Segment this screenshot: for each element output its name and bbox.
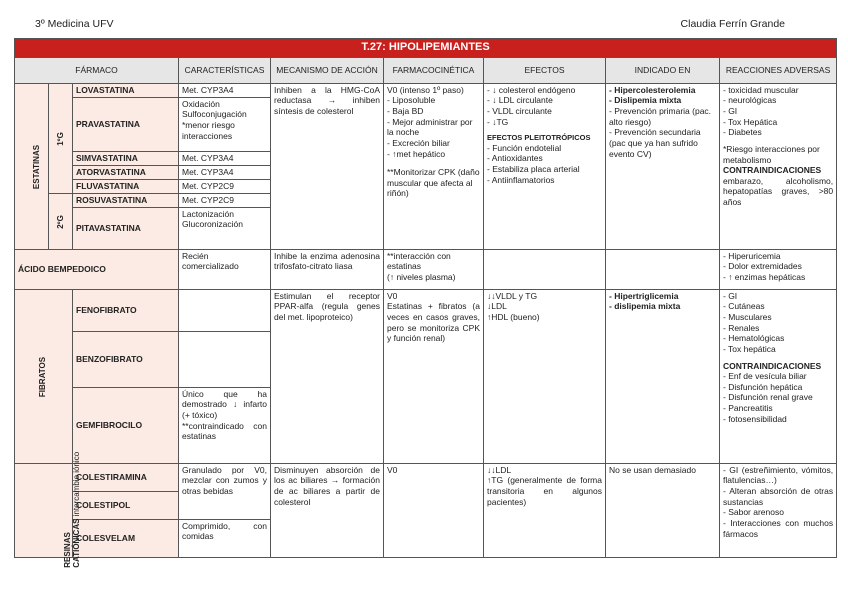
drug-colestipol: COLESTIPOL [73,491,179,519]
caract-simvastatina: Met. CYP3A4 [179,151,271,165]
caract-benzofibrato [179,331,271,387]
drug-gemfibrocilo: GEMFIBROCILO [73,387,179,463]
caract-acido: Recién comercializado [179,249,271,289]
col-farmaco: FÁRMACO [15,57,179,83]
header-left: 3º Medicina UFV [35,18,114,30]
reacciones-fibratos: - GI - Cutáneas - Musculares - Renales - Hematológicas - Tox hepática CONTRAINDICACIONES - Enf de vesícula biliar - Disfunción hepática - Disfunción renal grave - Pancreatitis - fotosensibilidad [720,289,837,463]
caract-fenofibrato [179,289,271,331]
efectos-acido [484,249,606,289]
efectos-resinas: ↓↓LDL ↑TG (generalmente de forma transitoria en algunos pacientes) [484,463,606,557]
indicado-resinas: No se usan demasiado [606,463,720,557]
mecanismo-acido: Inhibe la enzima adenosina trifosfato-citrato liasa [271,249,384,289]
caract-colestiramina: Granulado por V0, mezclar con zumos y otras bebidas [179,463,271,519]
mecanismo-estatinas: Inhiben a la HMG-CoA reductasa → inhiben síntesis de colesterol [271,83,384,249]
farmaco-fibratos: V0 Estatinas + fibratos (a veces en casos graves, pero se monitoriza CPK y función renal) [384,289,484,463]
mecanismo-fibratos: Estimulan el receptor PPAR-alfa (regula genes del met. lipoproteico) [271,289,384,463]
gen-2: 2ºG [49,193,73,249]
farmaco-resinas: V0 [384,463,484,557]
reacciones-estatinas: - toxicidad muscular - neurológicas - GI - Tox Hepática - Diabetes *Riesgo interacciones por metabolismo CONTRAINDICACIONES embarazo, alcoholismo, hepatopatías graves, >80 años [720,83,837,249]
efectos-estatinas: - ↓ colesterol endógeno - ↓ LDL circulante - VLDL circulante - ↓TG EFECTOS PLEITOTRÓPICOS - Función endotelial - Antioxidantes - Estabiliza placa arterial - Antiinflamatorios [484,83,606,249]
drug-colestiramina: COLESTIRAMINA [73,463,179,491]
drug-simvastatina: SIMVASTATINA [73,151,179,165]
farmaco-acido: **interacción con estatinas (↑ niveles plasma) [384,249,484,289]
col-caracteristicas: CARACTERÍSTICAS [179,57,271,83]
caract-gemfibrocilo: Único que ha demostrado ↓ infarto (+ tóxico) **contraindicado con estatinas [179,387,271,463]
col-mecanismo: MECANISMO DE ACCIÓN [271,57,384,83]
caract-pitavastatina: Lactonización Glucoronización [179,207,271,249]
efectos-fibratos: ↓↓VLDL y TG ↓LDL ↑HDL (bueno) [484,289,606,463]
group-fibratos: FIBRATOS [15,289,73,463]
drug-pravastatina: PRAVASTATINA [73,97,179,151]
col-efectos: EFECTOS [484,57,606,83]
drug-colesvelam: COLESVELAM [73,519,179,557]
drug-pitavastatina: PITAVASTATINA [73,207,179,249]
caract-colesvelam: Comprimido, con comidas [179,519,271,557]
drug-fenofibrato: FENOFIBRATO [73,289,179,331]
group-resinas: RESINAS CATIÓNICAS intercambio iónico [15,463,73,557]
col-farmacocinetica: FARMACOCINÉTICA [384,57,484,83]
table-title: T.27: HIPOLIPEMIANTES [15,39,837,58]
caract-lovastatina: Met. CYP3A4 [179,83,271,97]
header-right: Claudia Ferrín Grande [680,18,785,30]
gen-1: 1ºG [49,83,73,193]
col-indicado: INDICADO EN [606,57,720,83]
indicado-estatinas: - Hipercolesterolemia - Dislipemia mixta - Prevención primaria (pac. alto riesgo) - Prevención secundaria (pac que ya han sufrido evento CV) [606,83,720,249]
reacciones-acido: - Hiperuricemia - Dolor extremidades - ↑ enzimas hepáticas [720,249,837,289]
indicado-acido [606,249,720,289]
drug-rosuvastatina: ROSUVASTATINA [73,193,179,207]
col-reacciones: REACCIONES ADVERSAS [720,57,837,83]
caract-pravastatina: Oxidación Sulfoconjugación *menor riesgo interacciones [179,97,271,151]
reacciones-resinas: - GI (estreñimiento, vómitos, flatulencias…) - Alteran absorción de otras sustancias - Sabor arenoso - Interacciones con muchos fármacos [720,463,837,557]
farmaco-estatinas: V0 (intenso 1º paso) - Liposoluble - Baja BD - Mejor administrar por la noche - Excreción biliar - ↑met hepático **Monitorizar CPK (daño muscular que afecta al riñón) [384,83,484,249]
caract-atorvastatina: Met. CYP3A4 [179,165,271,179]
indicado-fibratos: - Hipertriglicemia - dislipemia mixta [606,289,720,463]
caract-rosuvastatina: Met. CYP2C9 [179,193,271,207]
drug-acido-bempedoico: ÁCIDO BEMPEDOICO [15,249,179,289]
drug-lovastatina: LOVASTATINA [73,83,179,97]
drug-fluvastatina: FLUVASTATINA [73,179,179,193]
caract-fluvastatina: Met. CYP2C9 [179,179,271,193]
group-estatinas: ESTATINAS [15,83,49,249]
mecanismo-resinas: Disminuyen absorción de los ac biliares → formación de ac biliares a partir de colesterol [271,463,384,557]
hipolipemiantes-table [14,38,837,569]
drug-benzofibrato: BENZOFIBRATO [73,331,179,387]
drug-atorvastatina: ATORVASTATINA [73,165,179,179]
